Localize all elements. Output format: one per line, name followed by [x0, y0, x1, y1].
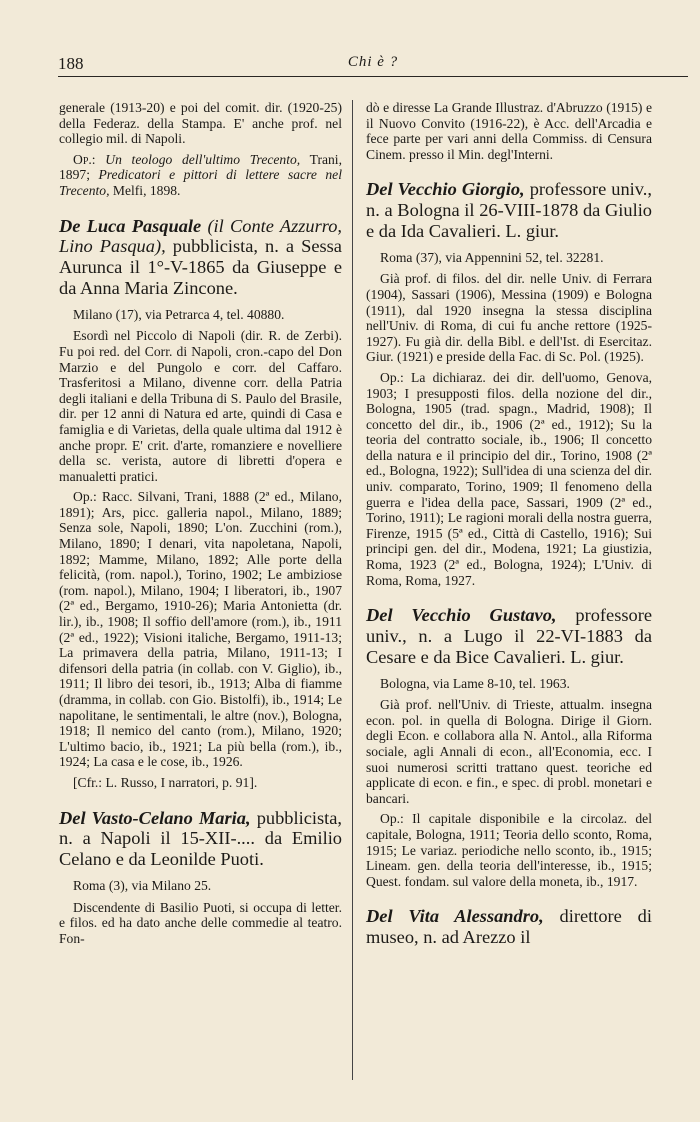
right-column	[366, 100, 652, 948]
entry-heading: Del Vasto-Celano Maria, pubblicista, n. a Napoli il 15-XII-.... da Emilio Celano e da Leonilde Puoti.	[59, 807, 342, 870]
page-number: 188	[58, 54, 84, 73]
entry-heading: Del Vita Alessandro, direttore di museo, n. ad Arezzo il	[366, 906, 652, 948]
entry-alias: (il Conte Azzurro, Lino Pasqua),	[59, 215, 342, 257]
reference-note: [Cfr.: L. Russo, I narratori, p. 91].	[73, 774, 258, 790]
works-list: Op.: Racc. Silvani, Trani, 1888 (2ª ed., Milano, 1891); Ars, picc. galleria napol., Milano, 1889; Senza sole, Napoli, 1890; L'on. Zucchini (rom.), Milano, 1890; I denari, vita napoletana, Napoli, 1892; Mamme, Milano, 1892; Alle porte della felicità, (rom. napol.), Torino, 1902; Le ambiziose (rom. napol.), Milano, 1904; I liberatori, ib., 1907 (2ª ed., Bergamo, 1910-26); Maria Antonietta (dr. lir.), ib., 1908; Il soffio dell'amore (rom.), ib., 1911 (2ª ed., 1922); Visioni italiche, Bergamo, 1911-13; La primavera della patria, Milano, 1911-13; I difensori della patria (in collab. con V. Giglio), ib., 1911; Il libro dei tesori, ib., 1913; Alba di fiamme (dramma, in collab. con Gio. Bistolfi), ib., 1914; Le napolitane, le sentimentali, le altre (nov.), Bologna, 1918; Il nemico del canto (rom.), Milano, 1920; L'ultimo bacio, ib., 1921; La più bella (rom.), ib., 1924; La casa e le cose, ib., 1926.	[59, 489, 342, 770]
column-divider	[352, 100, 353, 1080]
entry-name: Del Vecchio Gustavo,	[366, 605, 557, 626]
entry-biography: Già prof. nell'Univ. di Trieste, attualm. insegna econ. pol. in quella di Bologna. Dirige il Giorn. degli Econ. e collabora alla N. Antol., alla Riforma sociale, agli Annali di econ., all'Economia, ecc. I suoi numerosi scritti trattano quest. teoriche ed applicate di econ. e fin., e spec. di probl. monetari e bancari.	[366, 697, 652, 806]
entry-heading: Del Vecchio Giorgio, professore univ., n. a Bologna il 26-VIII-1878 da Giulio e da Ida Cavalieri. L. giur.	[366, 179, 652, 241]
running-title: Chi è ?	[347, 54, 399, 70]
entry-name: De Luca Pasquale	[59, 215, 202, 236]
page-header	[58, 52, 688, 78]
works-list: Op.: La dichiaraz. dei dir. dell'uomo, Genova, 1903; I presupposti filos. della nozione del dir., Bologna, 1905 (trad. spagn., Madrid, 1908); Il concetto del dir., ib., 1906 (2ª ed., 1912); Su la teoria del contratto sociale, ib., 1906; Il concetto della natura e il principio del dir., Torino, 1908 (2ª ed., Bologna, 1922); Sull'idea di una scienza del dir. univ. comparato, Torino, 1909; Il fenomeno della guerra e l'idea della pace, Sassari, 1909 (2ª ed., Torino, 1911); Le ragioni morali della nostra guerra, Firenze, 1915 (5ª ed., Città di Castello, 1916); Sui principi gen. del dir., Modena, 1921; La giustizia, Roma, 1923 (2ª ed., Bologna, 1924); L'Univ. di Roma, Roma, 1927.	[366, 369, 652, 588]
entry-name: Del Vasto-Celano Maria,	[59, 807, 251, 828]
entry-biography: Già prof. di filos. del dir. nelle Univ. di Ferrara (1904), Sassari (1906), Messina (1909) e Bologna (1911), dal 1920 insegna la stessa disciplina nell'Univ. di Roma, di cui fu anche rettore (1925-1927). Fu già dir. della Bibl. e dell'Ist. di Esercitaz. Giur. (1921) e preside della Fac. di Sc. Pol. (1925).	[366, 271, 652, 365]
works-list: Op.: Un teologo dell'ultimo Trecento, Trani, 1897; Predicatori e pittori di lettere sacre nel Trecento, Melfi, 1898.	[59, 151, 342, 198]
entry-biography: Discendente di Basilio Puoti, si occupa di letter. e filos. ed ha dato anche delle commedie al teatro. Fon-	[59, 899, 342, 946]
entry-heading: De Luca Pasquale (il Conte Azzurro, Lino Pasqua), pubblicista, n. a Sessa Aurunca il 1°-V-1865 da Giuseppe e da Anna Maria Zincone.	[59, 215, 342, 298]
header-rule	[58, 76, 688, 77]
entry-address: Roma (3), via Milano 25.	[73, 877, 212, 893]
entry-name: Del Vecchio Giorgio,	[366, 179, 525, 200]
continued-text: dò e diresse La Grande Illustraz. d'Abruzzo (1915) e il Nuovo Convito (1916-22), è Acc. dell'Arcadia e fece parte per vari anni della Commiss. di Censura Cinem. presso il Min. degl'Interni.	[366, 100, 652, 162]
entry-heading: Del Vecchio Gustavo, professore univ., n. a Lugo il 22-VI-1883 da Cesare e da Bice Cavalieri. L. giur.	[366, 605, 652, 667]
entry-address: Bologna, via Lame 8-10, tel. 1963.	[380, 675, 570, 691]
entry-biography: Esordì nel Piccolo di Napoli (dir. R. de Zerbi). Fu poi red. del Corr. di Napoli, cron.-capo del Don Marzio e del Pungolo e corr. del Caffaro. Trasferitosi a Milano, divenne corr. della Patria degli italiani e della Tribuna di S. Paulo del Brasile, dir. per 12 anni di Natura ed arte, quindi di Casa e famiglia e di Varietas, della quale ultima dal 1912 è anche propr. E' crit. d'arte, romanziere e novelliere della sc. verista, autore di libretti d'opera e manualetti pratici.	[59, 328, 342, 484]
continued-text: generale (1913-20) e poi del comit. dir. (1920-25) della Federaz. della Stampa. E' anche prof. nel collegio mil. di Napoli.	[59, 100, 342, 147]
left-column	[59, 100, 342, 946]
works-list: Op.: Il capitale disponibile e la circolaz. del capitale, Bologna, 1911; Teoria dello sconto, Roma, 1915; Le variaz. periodiche nello sconto, ib., 1915; Lineam. gen. della teoria dell'interesse, ib., 1915; Quest. fondam. sul valore della moneta, ib., 1917.	[366, 811, 652, 889]
entry-address: Roma (37), via Appennini 52, tel. 32281.	[380, 249, 604, 265]
entry-address: Milano (17), via Petrarca 4, tel. 40880.	[73, 306, 285, 322]
entry-name: Del Vita Alessandro,	[366, 906, 544, 927]
